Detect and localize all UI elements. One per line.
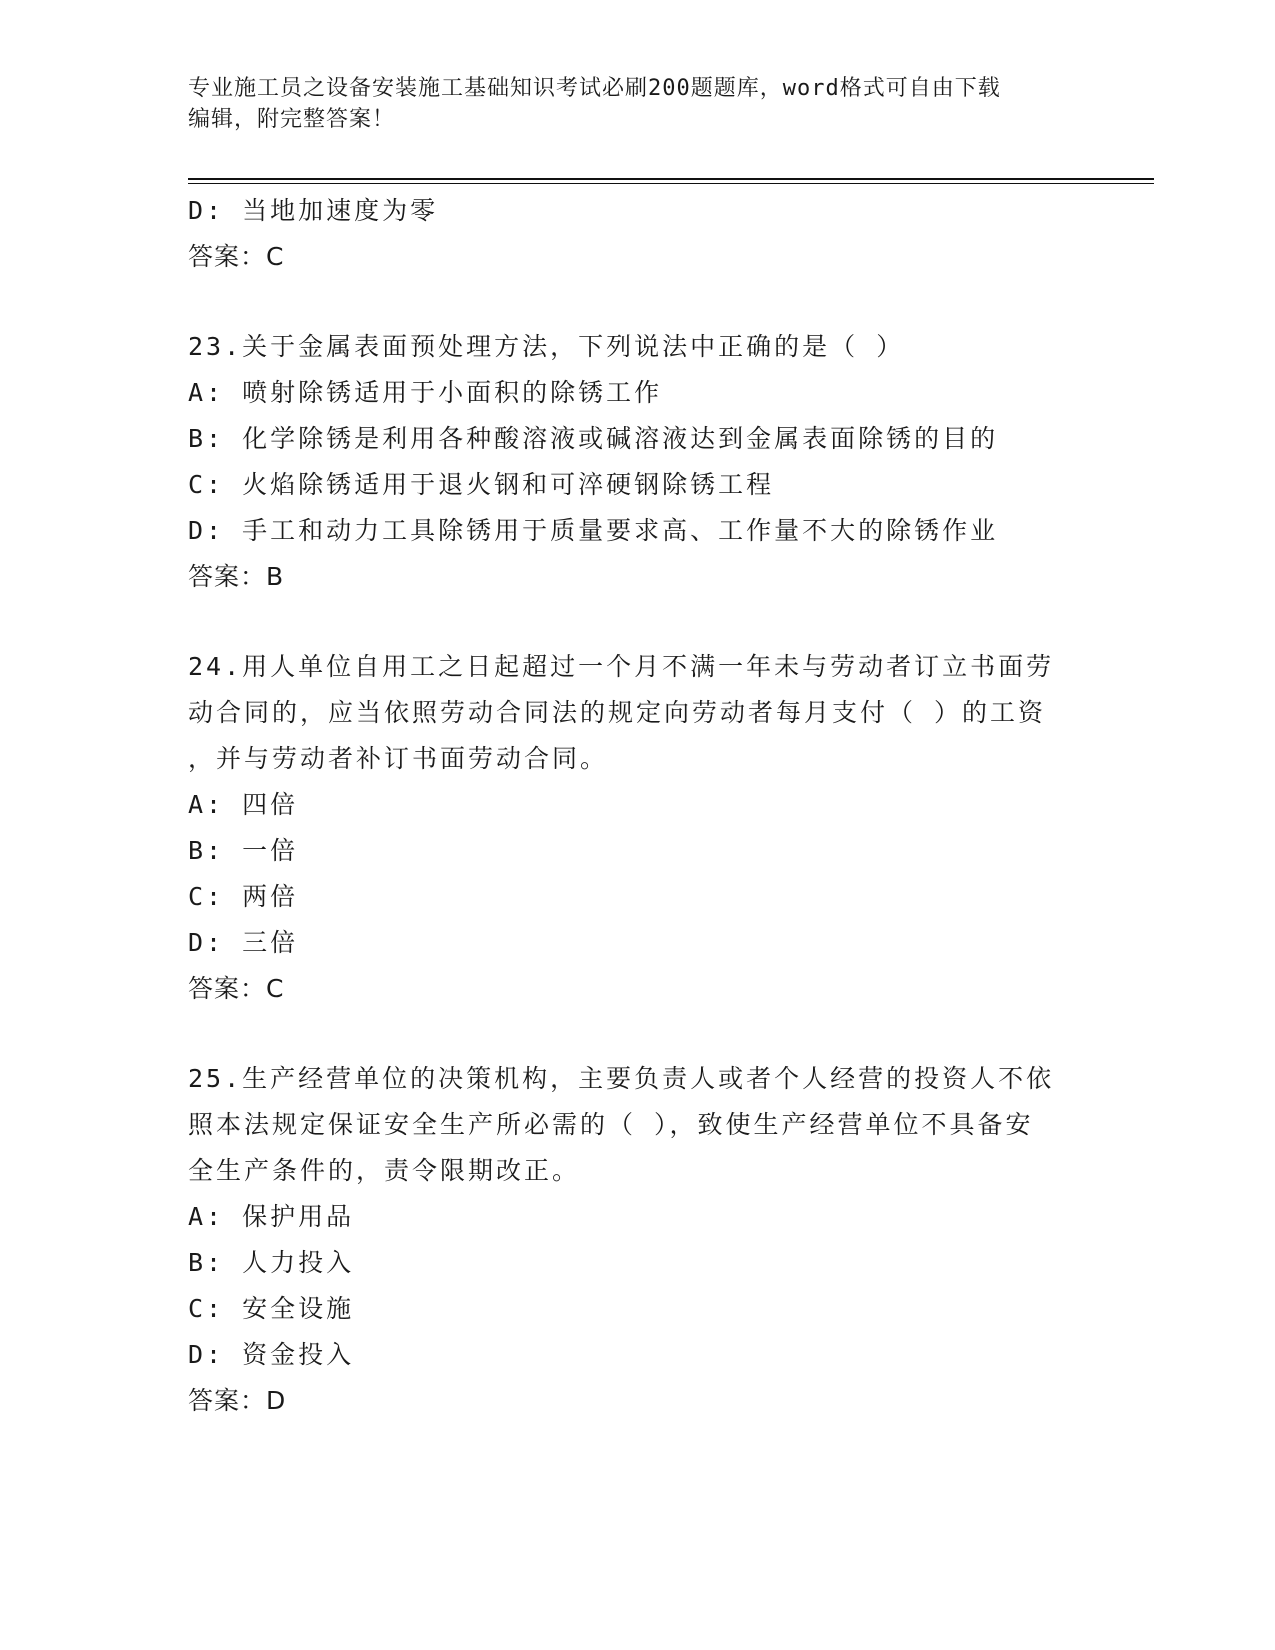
option-d: D: 三倍 [188,928,299,957]
option-d: D: 当地加速度为零 [188,196,439,225]
header-line-1: 专业施工员之设备安装施工基础知识考试必刷200题题库，word格式可自由下载 [188,76,1001,101]
option-c: C: 火焰除锈适用于退火钢和可淬硬钢除锈工程 [188,470,775,499]
previous-question-tail [188,188,1088,280]
header-line-2: 编辑，附完整答案！ [188,107,396,132]
option-a: A: 四倍 [188,790,299,819]
option-d: D: 手工和动力工具除锈用于质量要求高、工作量不大的除锈作业 [188,516,999,545]
header-rule-thin [188,183,1154,184]
answer: 答案：C [188,242,285,271]
option-a: A: 保护用品 [188,1202,355,1231]
answer: 答案：D [188,1386,287,1415]
question-25 [188,1056,1088,1424]
option-b: B: 一倍 [188,836,299,865]
question-stem: 23.关于金属表面预处理方法，下列说法中正确的是（ ） [188,332,905,361]
option-c: C: 安全设施 [188,1294,355,1323]
answer: 答案：B [188,562,285,591]
question-stem-line-3: ，并与劳动者补订书面劳动合同。 [188,744,609,773]
question-stem-line-1: 24.用人单位自用工之日起超过一个月不满一年未与劳动者订立书面劳 [188,652,1055,681]
option-b: B: 人力投入 [188,1248,355,1277]
option-b: B: 化学除锈是利用各种酸溶液或碱溶液达到金属表面除锈的目的 [188,424,999,453]
question-content [188,188,1088,1424]
question-stem-line-2: 照本法规定保证安全生产所必需的（ ），致使生产经营单位不具备安 [188,1110,1034,1139]
question-23 [188,324,1088,600]
question-stem-line-1: 25.生产经营单位的决策机构，主要负责人或者个人经营的投资人不依 [188,1064,1055,1093]
question-24 [188,644,1088,1012]
option-a: A: 喷射除锈适用于小面积的除锈工作 [188,378,663,407]
question-stem-line-2: 动合同的，应当依照劳动合同法的规定向劳动者每月支付（ ）的工资 [188,698,1047,727]
page-header [188,73,1088,135]
header-rule-thick [188,178,1154,180]
answer: 答案：C [188,974,285,1003]
option-d: D: 资金投入 [188,1340,355,1369]
option-c: C: 两倍 [188,882,299,911]
question-stem-line-3: 全生产条件的，责令限期改正。 [188,1156,581,1185]
